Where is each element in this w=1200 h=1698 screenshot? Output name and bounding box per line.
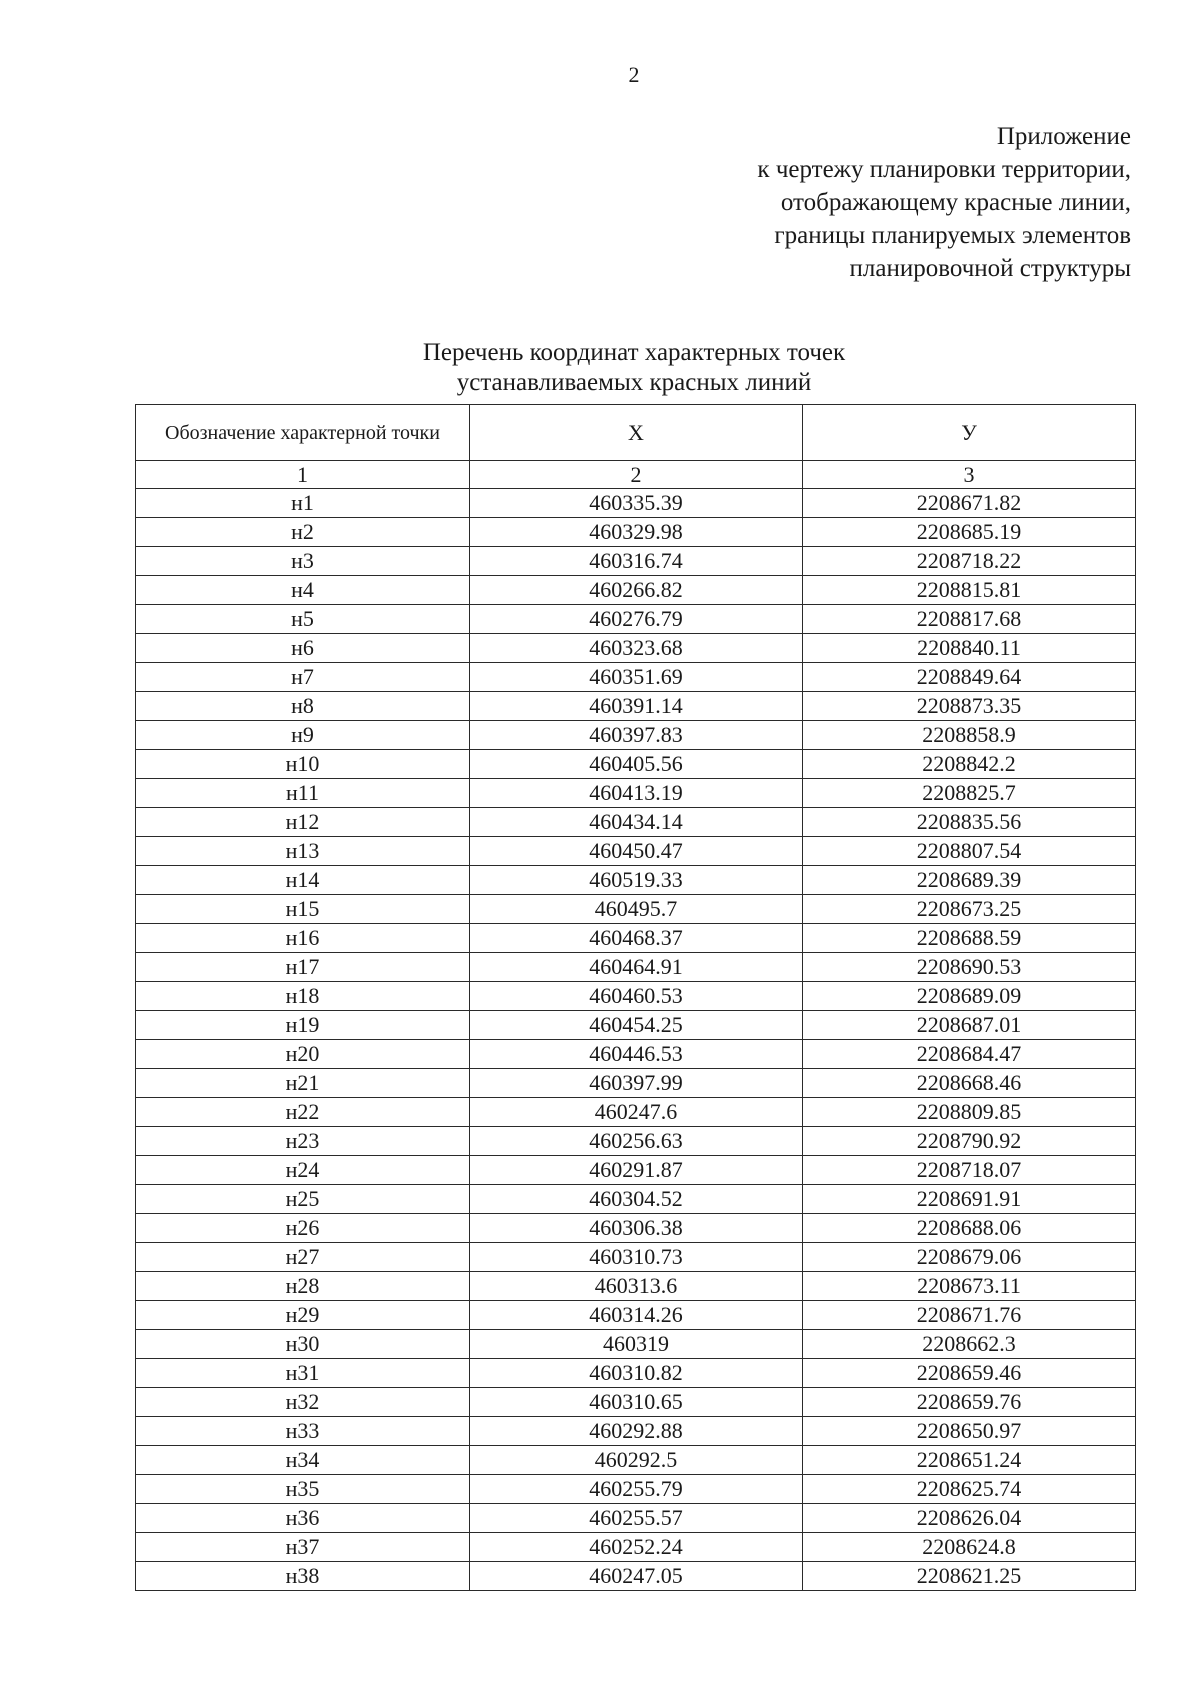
cell-x: 460450.47 [470, 837, 803, 866]
cell-y: 2208685.19 [803, 518, 1136, 547]
cell-y: 2208849.64 [803, 663, 1136, 692]
cell-x: 460266.82 [470, 576, 803, 605]
cell-x: 460314.26 [470, 1301, 803, 1330]
cell-x: 460397.99 [470, 1069, 803, 1098]
cell-y: 2208790.92 [803, 1127, 1136, 1156]
coordinates-table [135, 404, 1136, 1591]
table-row [136, 663, 1136, 692]
cell-point: н4 [136, 576, 470, 605]
cell-y: 2208687.01 [803, 1011, 1136, 1040]
cell-x: 460468.37 [470, 924, 803, 953]
cell-y: 2208858.9 [803, 721, 1136, 750]
cell-x: 460323.68 [470, 634, 803, 663]
column-number: 2 [470, 461, 803, 489]
cell-x: 460405.56 [470, 750, 803, 779]
cell-x: 460310.82 [470, 1359, 803, 1388]
cell-x: 460310.65 [470, 1388, 803, 1417]
cell-y: 2208688.06 [803, 1214, 1136, 1243]
table-row [136, 1272, 1136, 1301]
cell-point: н11 [136, 779, 470, 808]
cell-point: н31 [136, 1359, 470, 1388]
cell-x: 460397.83 [470, 721, 803, 750]
table-title [0, 338, 1200, 398]
cell-y: 2208624.8 [803, 1533, 1136, 1562]
table-row [136, 692, 1136, 721]
cell-y: 2208718.22 [803, 547, 1136, 576]
cell-x: 460247.6 [470, 1098, 803, 1127]
table-title-line: устанавливаемых красных линий [456, 369, 812, 396]
cell-y: 2208662.3 [803, 1330, 1136, 1359]
cell-y: 2208673.11 [803, 1272, 1136, 1301]
cell-point: н13 [136, 837, 470, 866]
appendix-line: отображающему красные линии, [780, 189, 1131, 216]
cell-x: 460434.14 [470, 808, 803, 837]
cell-point: н1 [136, 489, 470, 518]
cell-point: н34 [136, 1446, 470, 1475]
table-row [136, 1330, 1136, 1359]
column-number: 3 [803, 461, 1136, 489]
cell-point: н29 [136, 1301, 470, 1330]
cell-y: 2208621.25 [803, 1562, 1136, 1591]
cell-x: 460460.53 [470, 982, 803, 1011]
cell-x: 460519.33 [470, 866, 803, 895]
table-row [136, 779, 1136, 808]
table-row [136, 1098, 1136, 1127]
column-number-row [136, 461, 1136, 489]
cell-x: 460256.63 [470, 1127, 803, 1156]
cell-point: н25 [136, 1185, 470, 1214]
cell-point: н14 [136, 866, 470, 895]
cell-point: н32 [136, 1388, 470, 1417]
cell-x: 460276.79 [470, 605, 803, 634]
cell-point: н23 [136, 1127, 470, 1156]
cell-x: 460292.5 [470, 1446, 803, 1475]
table-row [136, 866, 1136, 895]
table-row [136, 1475, 1136, 1504]
cell-y: 2208673.25 [803, 895, 1136, 924]
cell-x: 460252.24 [470, 1533, 803, 1562]
table-row [136, 1359, 1136, 1388]
table-row [136, 721, 1136, 750]
table-row [136, 1069, 1136, 1098]
table-body [136, 489, 1136, 1591]
cell-x: 460316.74 [470, 547, 803, 576]
cell-point: н7 [136, 663, 470, 692]
cell-point: н38 [136, 1562, 470, 1591]
cell-point: н30 [136, 1330, 470, 1359]
cell-y: 2208650.97 [803, 1417, 1136, 1446]
cell-point: н28 [136, 1272, 470, 1301]
cell-point: н24 [136, 1156, 470, 1185]
cell-x: 460255.57 [470, 1504, 803, 1533]
cell-x: 460304.52 [470, 1185, 803, 1214]
cell-y: 2208684.47 [803, 1040, 1136, 1069]
cell-y: 2208815.81 [803, 576, 1136, 605]
page-number: 2 [628, 62, 640, 87]
cell-y: 2208659.76 [803, 1388, 1136, 1417]
table-row [136, 1562, 1136, 1591]
table-row [136, 1156, 1136, 1185]
cell-y: 2208840.11 [803, 634, 1136, 663]
cell-x: 460247.05 [470, 1562, 803, 1591]
appendix-heading [757, 120, 1131, 285]
cell-point: н17 [136, 953, 470, 982]
cell-x: 460313.6 [470, 1272, 803, 1301]
cell-y: 2208671.82 [803, 489, 1136, 518]
cell-x: 460335.39 [470, 489, 803, 518]
cell-y: 2208651.24 [803, 1446, 1136, 1475]
cell-y: 2208626.04 [803, 1504, 1136, 1533]
cell-y: 2208825.7 [803, 779, 1136, 808]
cell-point: н20 [136, 1040, 470, 1069]
cell-y: 2208835.56 [803, 808, 1136, 837]
table-row [136, 924, 1136, 953]
cell-y: 2208718.07 [803, 1156, 1136, 1185]
table-row [136, 953, 1136, 982]
cell-x: 460329.98 [470, 518, 803, 547]
table-row [136, 547, 1136, 576]
column-number: 1 [136, 461, 470, 489]
cell-point: н33 [136, 1417, 470, 1446]
cell-y: 2208842.2 [803, 750, 1136, 779]
appendix-line: границы планируемых элементов [774, 222, 1131, 249]
table-header-row [136, 405, 1136, 461]
cell-point: н19 [136, 1011, 470, 1040]
table-row [136, 1504, 1136, 1533]
cell-point: н9 [136, 721, 470, 750]
appendix-line: к чертежу планировки территории, [757, 156, 1131, 183]
table-row [136, 1533, 1136, 1562]
cell-point: н3 [136, 547, 470, 576]
table-row [136, 518, 1136, 547]
cell-point: н10 [136, 750, 470, 779]
cell-x: 460319 [470, 1330, 803, 1359]
header-point: Обозначение характерной точки [136, 405, 470, 461]
cell-x: 460291.87 [470, 1156, 803, 1185]
cell-point: н16 [136, 924, 470, 953]
cell-y: 2208809.85 [803, 1098, 1136, 1127]
cell-x: 460255.79 [470, 1475, 803, 1504]
cell-x: 460391.14 [470, 692, 803, 721]
cell-point: н36 [136, 1504, 470, 1533]
table-row [136, 1011, 1136, 1040]
cell-y: 2208817.68 [803, 605, 1136, 634]
cell-y: 2208691.91 [803, 1185, 1136, 1214]
appendix-line: планировочной структуры [849, 255, 1131, 282]
cell-y: 2208689.09 [803, 982, 1136, 1011]
table-row [136, 1185, 1136, 1214]
cell-y: 2208668.46 [803, 1069, 1136, 1098]
cell-x: 460310.73 [470, 1243, 803, 1272]
table-row [136, 1127, 1136, 1156]
cell-y: 2208690.53 [803, 953, 1136, 982]
cell-x: 460454.25 [470, 1011, 803, 1040]
cell-point: н26 [136, 1214, 470, 1243]
cell-x: 460292.88 [470, 1417, 803, 1446]
header-y: У [803, 405, 1136, 461]
table-row [136, 808, 1136, 837]
table-title-line: Перечень координат характерных точек [422, 339, 846, 366]
cell-point: н35 [136, 1475, 470, 1504]
cell-x: 460306.38 [470, 1214, 803, 1243]
cell-point: н37 [136, 1533, 470, 1562]
table-row [136, 1417, 1136, 1446]
cell-point: н5 [136, 605, 470, 634]
cell-point: н6 [136, 634, 470, 663]
cell-y: 2208625.74 [803, 1475, 1136, 1504]
cell-y: 2208807.54 [803, 837, 1136, 866]
cell-point: н18 [136, 982, 470, 1011]
table-row [136, 1040, 1136, 1069]
cell-point: н12 [136, 808, 470, 837]
header-x: Х [470, 405, 803, 461]
table-row [136, 576, 1136, 605]
table-row [136, 1301, 1136, 1330]
table-row [136, 750, 1136, 779]
table-row [136, 1446, 1136, 1475]
table-row [136, 1214, 1136, 1243]
cell-y: 2208659.46 [803, 1359, 1136, 1388]
cell-point: н21 [136, 1069, 470, 1098]
cell-x: 460351.69 [470, 663, 803, 692]
cell-point: н8 [136, 692, 470, 721]
table-row [136, 1388, 1136, 1417]
table-row [136, 634, 1136, 663]
table-row [136, 489, 1136, 518]
table-row [136, 1243, 1136, 1272]
cell-x: 460413.19 [470, 779, 803, 808]
cell-point: н15 [136, 895, 470, 924]
appendix-line: Приложение [996, 123, 1131, 150]
table-row [136, 837, 1136, 866]
table-row [136, 605, 1136, 634]
cell-point: н27 [136, 1243, 470, 1272]
cell-x: 460446.53 [470, 1040, 803, 1069]
cell-y: 2208873.35 [803, 692, 1136, 721]
cell-point: н2 [136, 518, 470, 547]
cell-x: 460464.91 [470, 953, 803, 982]
cell-point: н22 [136, 1098, 470, 1127]
table-row [136, 895, 1136, 924]
table-row [136, 982, 1136, 1011]
cell-y: 2208689.39 [803, 866, 1136, 895]
cell-y: 2208688.59 [803, 924, 1136, 953]
cell-y: 2208671.76 [803, 1301, 1136, 1330]
cell-y: 2208679.06 [803, 1243, 1136, 1272]
cell-x: 460495.7 [470, 895, 803, 924]
